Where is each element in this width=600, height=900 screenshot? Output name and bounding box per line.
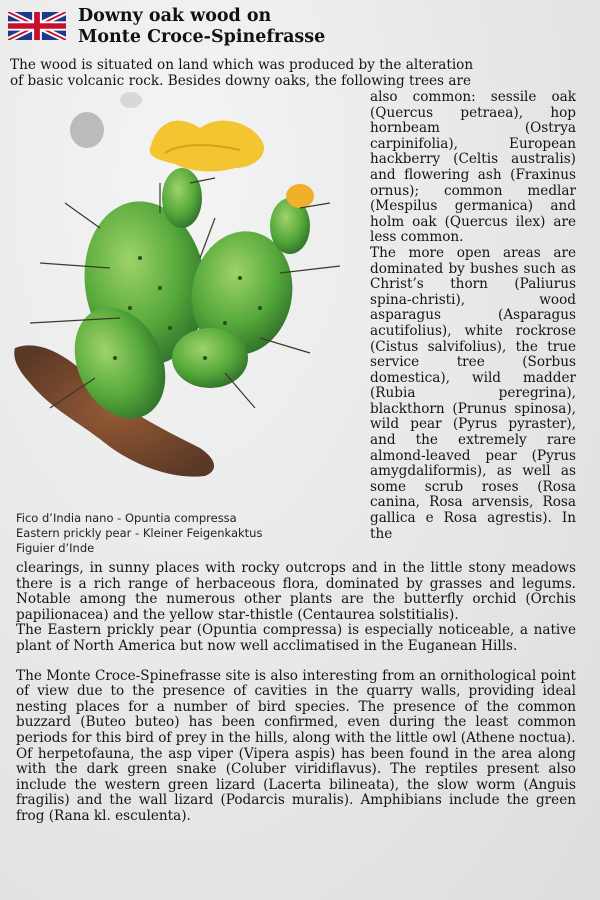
intro-text	[10, 58, 572, 89]
intro-line-1: The wood is situated on land which was produced by the alteration	[10, 57, 474, 73]
prickly-pear-cactus-illustration	[10, 108, 350, 498]
bottom-text	[16, 561, 576, 825]
page-title	[78, 6, 325, 48]
uk-flag-icon	[8, 12, 66, 40]
title-line-2: Monte Croce-Spinefrasse	[78, 27, 326, 47]
title-line-1: Downy oak wood on	[78, 6, 272, 26]
right-paragraph-1: also common: sessile oak (Quercus petraea), hop hornbeam (Ostrya carpinifolia), European hackberry (Celtis australis) and flowering ash (Fraxinus ornus); common medlar (Mespilus germanica) and holm oak (Quercus ilex) are less common.	[370, 89, 576, 246]
bottom-paragraph-1: clearings, in sunny places with rocky outcrops and in the little stony meadows there is a rich range of herbaceous flora, dominated by grasses and legums. Notable among the numerous other plants are the butterfly orchid (Orchis papilionacea) and the yellow star-thistle (Centaurea solstitialis).	[16, 560, 576, 623]
surface-scratch	[70, 112, 104, 148]
caption-line-3: Figuier d’Inde	[16, 541, 95, 555]
bottom-paragraph-3: The Monte Croce-Spinefrasse site is also interesting from an ornithological point of view due to the presence of cavities in the quarry walls, providing ideal nesting places for a number of bird species. The presence of the common buzzard (Buteo buteo) has been confirmed, even during the least common periods for this bird of prey in the hills, along with the little owl (Athene noctua).	[16, 667, 576, 746]
bottom-paragraph-2: The Eastern prickly pear (Opuntia compressa) is especially noticeable, a native plant of North America but now well acclimatised in the Euganean Hills.	[16, 622, 576, 654]
paragraph-spacer	[16, 655, 576, 669]
bottom-paragraph-4: Of herpetofauna, the asp viper (Vipera aspis) has been found in the area along with the dark green snake (Coluber viridiflavus). The reptiles present also include the western green lizard (Lacerta bilineata), the slow worm (Anguis fragilis) and the wall lizard (Podarcis muralis). Amphibians include the green frog (Rana kl. esculenta).	[16, 745, 576, 824]
caption-line-1: Fico d’India nano - Opuntia compressa	[16, 511, 237, 525]
caption-line-2: Eastern prickly pear - Kleiner Feigenkaktus	[16, 526, 263, 540]
surface-scratch	[120, 92, 142, 108]
intro-line-2: of basic volcanic rock. Besides downy oaks, the following trees are	[10, 72, 471, 89]
illustration-caption	[16, 511, 262, 556]
right-paragraph-2: The more open areas are dominated by bushes such as Christ’s thorn (Paliurus spina-christi), wood asparagus (Asparagus acutifolius), white rockrose (Cistus salvifolius), the true service tree (Sorbus domestica), wild madder (Rubia peregrina), blackthorn (Prunus spinosa), wild pear (Pyrus pyraster), and the extremely rare almond-leaved pear (Pyrus amygdaliformis), as well as some scrub roses (Rosa canina, Rosa arvensis, Rosa gallica e Rosa agrestis). In the	[370, 244, 576, 542]
right-column-text	[370, 90, 576, 542]
